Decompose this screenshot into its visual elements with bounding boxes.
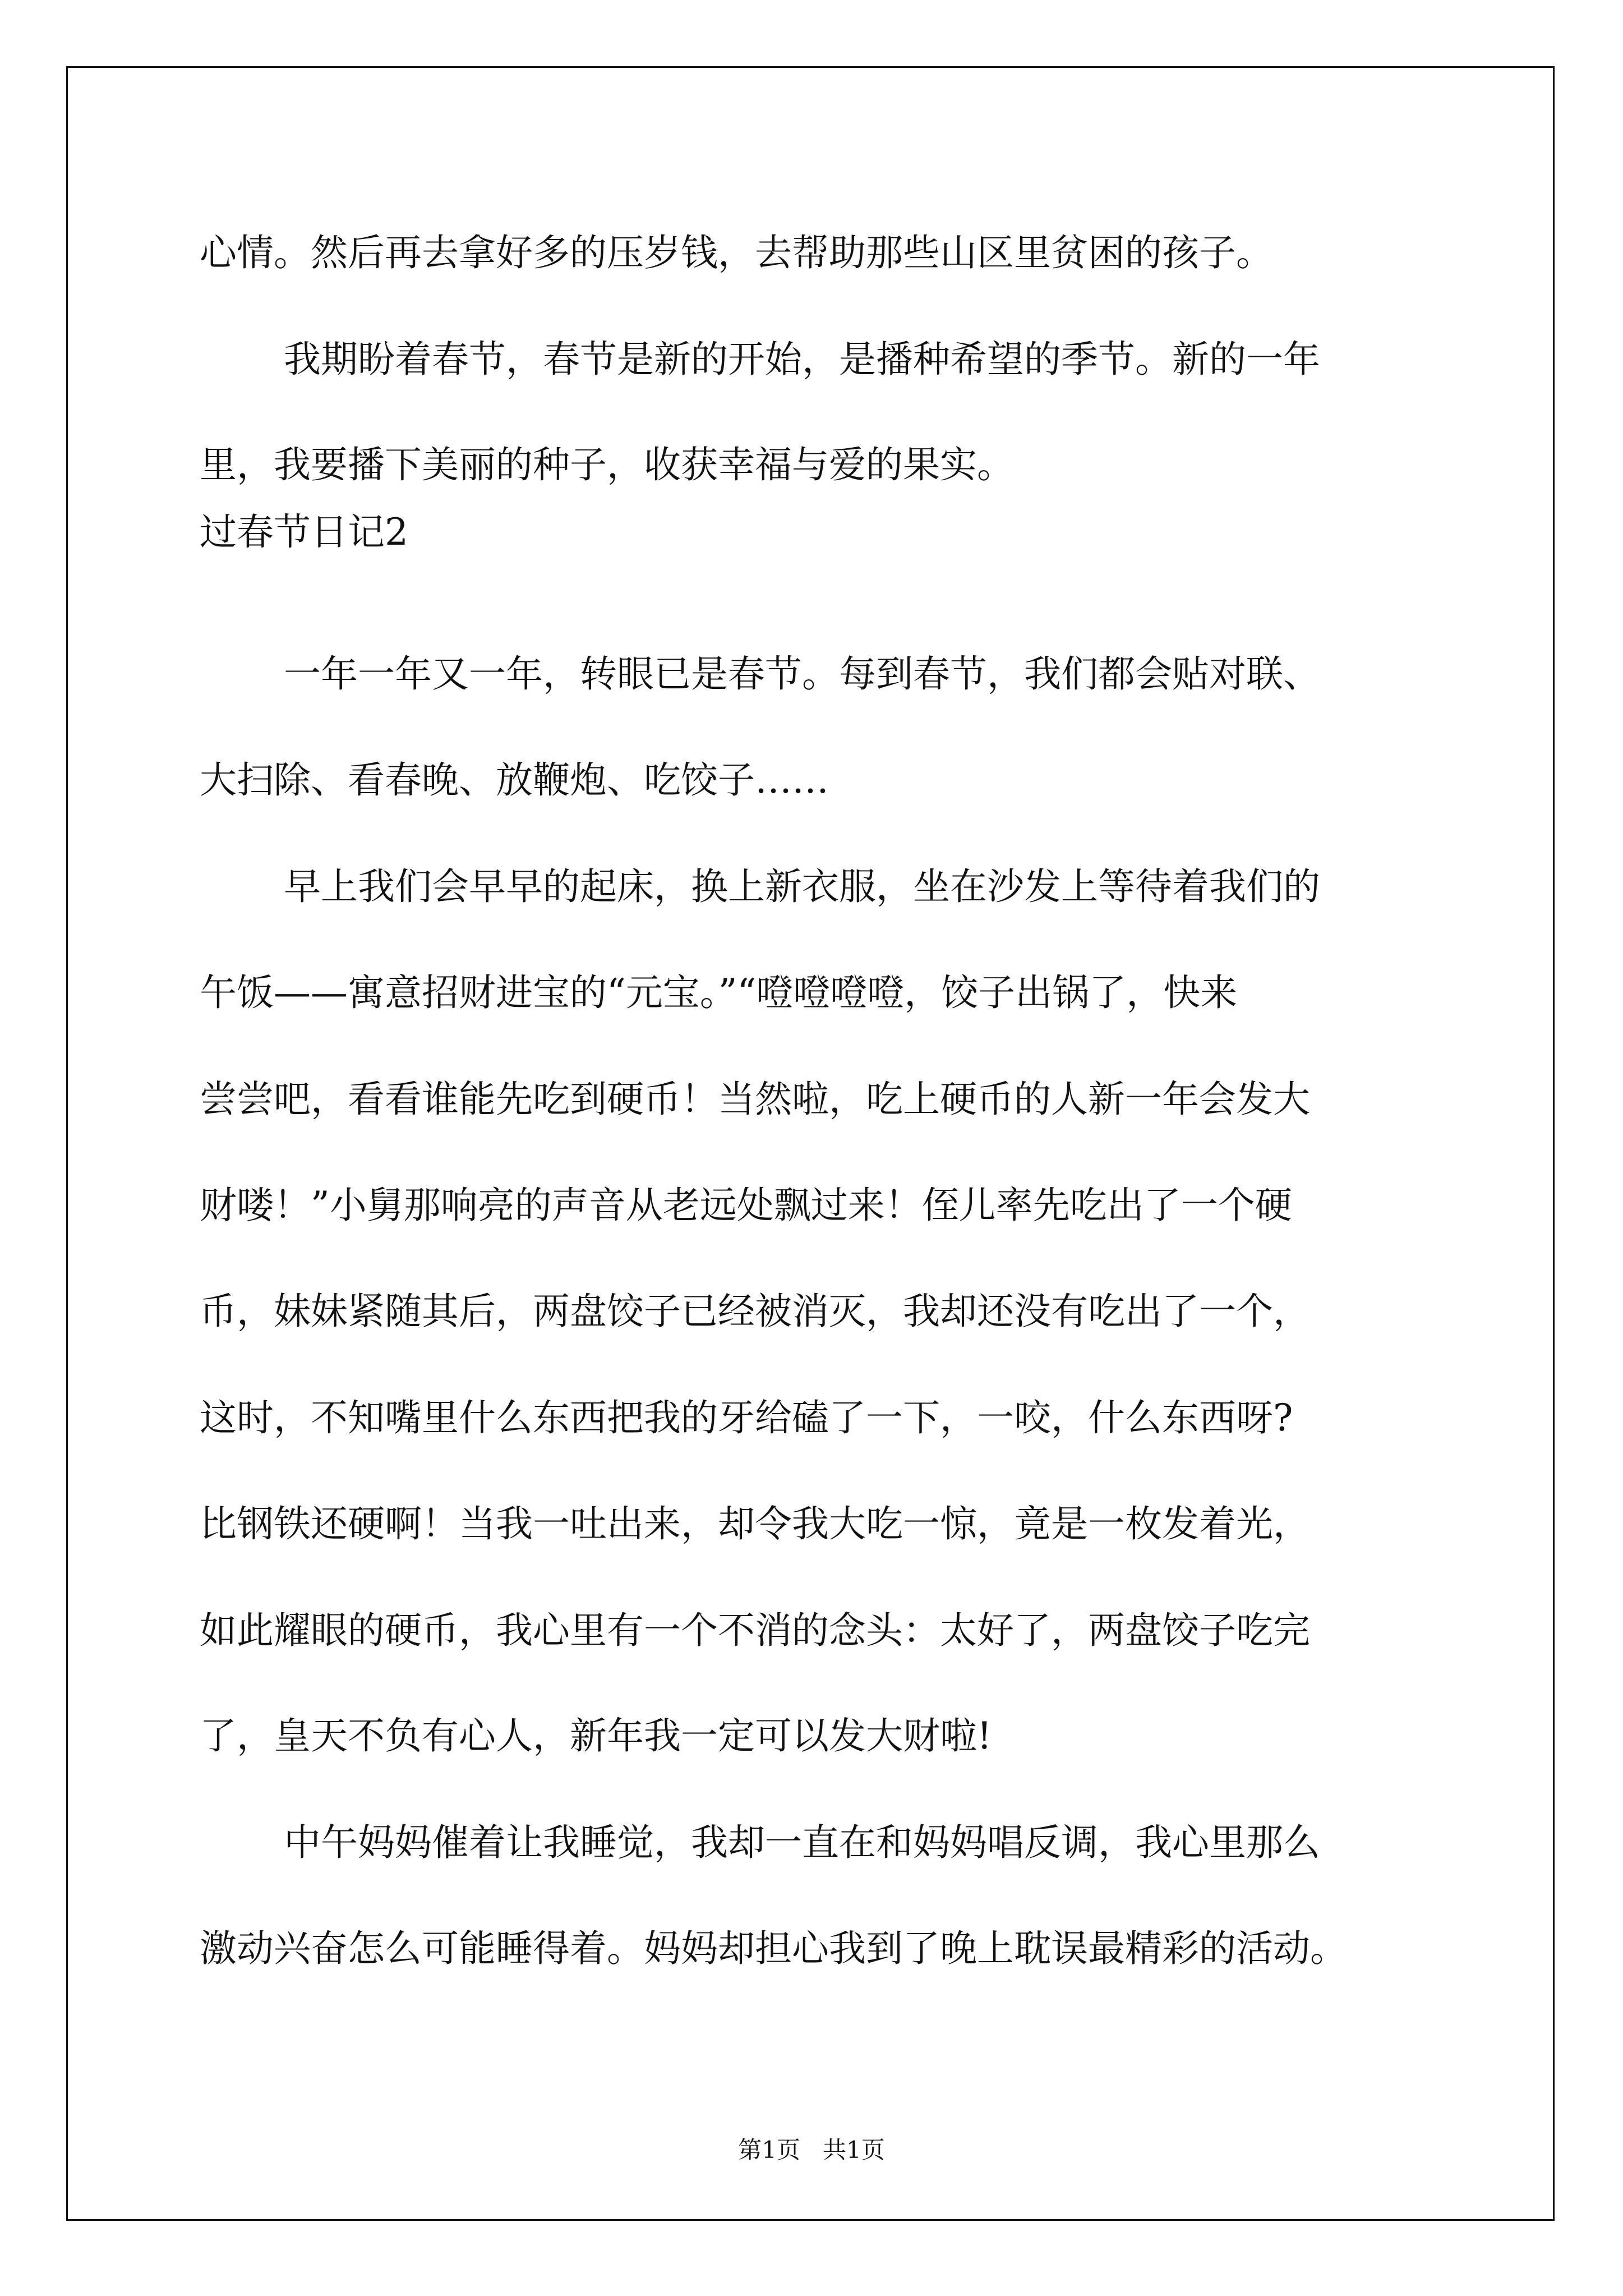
text-line: 早上我们会早早的起床，换上新衣服，坐在沙发上等待着我们的 <box>284 865 1320 908</box>
text-line: 了，皇天不负有心人，新年我一定可以发大财啦! <box>200 1714 992 1757</box>
text-line: 财喽！”小舅那响亮的声音从老远处飘过来！侄儿率先吃出了一个硬 <box>200 1184 1292 1227</box>
text-line: 比钢铁还硬啊！当我一吐出来，却令我大吃一惊，竟是一枚发着光， <box>200 1502 1310 1545</box>
text-line: 大扫除、看春晚、放鞭炮、吃饺子…… <box>200 758 829 802</box>
text-line: 这时，不知嘴里什么东西把我的牙给磕了一下，一咬，什么东西呀? <box>200 1396 1293 1439</box>
text-line: 一年一年又一年，转眼已是春节。每到春节，我们都会贴对联、 <box>284 652 1320 696</box>
text-line: 里，我要播下美丽的种子，收获幸福与爱的果实。 <box>200 443 1014 486</box>
text-line: 激动兴奋怎么可能睡得着。妈妈却担心我到了晚上耽误最精彩的活动。 <box>200 1927 1347 1970</box>
text-line: 中午妈妈催着让我睡觉，我却一直在和妈妈唱反调，我心里那么 <box>284 1821 1320 1864</box>
page-footer: 第1页 共1页 <box>738 2136 885 2164</box>
text-line: 午饭——寓意招财进宝的“元宝。”“噔噔噔噔，饺子出锅了，快来 <box>200 971 1238 1014</box>
text-line: 如此耀眼的硬币，我心里有一个不消的念头：太好了，两盘饺子吃完 <box>200 1609 1310 1652</box>
text-line: 尝尝吧，看看谁能先吃到硬币！当然啦，吃上硬币的人新一年会发大 <box>200 1078 1310 1121</box>
page-border <box>66 66 1555 2221</box>
text-line: 心情。然后再去拿好多的压岁钱，去帮助那些山区里贫困的孩子。 <box>200 231 1273 274</box>
section-title: 过春节日记2 <box>200 510 408 554</box>
text-line: 我期盼着春节，春节是新的开始，是播种希望的季节。新的一年 <box>284 338 1320 381</box>
text-line: 币，妹妹紧随其后，两盘饺子已经被消灭，我却还没有吃出了一个， <box>200 1290 1310 1333</box>
